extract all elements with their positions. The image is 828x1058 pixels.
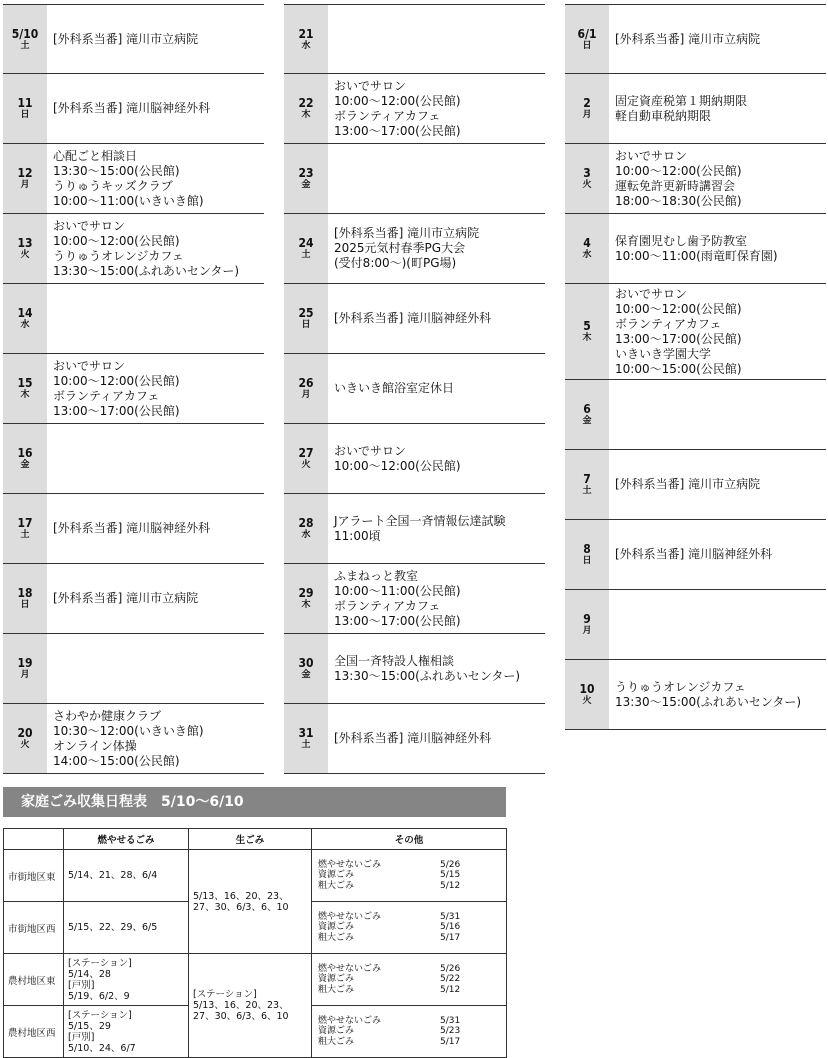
- day-of-week: 日: [301, 320, 311, 330]
- day-events: [609, 520, 826, 589]
- table-row: [4, 850, 507, 902]
- event-line: [外科系当番] 滝川脳神経外科: [334, 311, 492, 325]
- other-date: 5/22: [440, 974, 461, 985]
- day-of-week: 木: [582, 333, 592, 343]
- day-events: [47, 564, 264, 633]
- event-line: おいでサロン: [334, 443, 407, 458]
- day-events: [47, 284, 264, 353]
- other-line: [316, 964, 505, 975]
- day-events: [609, 74, 826, 143]
- calendar-day-row: [565, 660, 826, 730]
- calendar-day-row: [565, 144, 826, 214]
- day-of-week: 火: [20, 250, 30, 260]
- calendar-day-row: [565, 450, 826, 520]
- other-line: [316, 985, 505, 996]
- burnable-line: 5/19、6/2、9: [68, 990, 130, 1002]
- other-line: [316, 933, 505, 944]
- day-number: 15: [17, 376, 33, 390]
- calendar-day-row: [565, 74, 826, 144]
- day-of-week: 水: [582, 250, 592, 260]
- day-number: 29: [298, 586, 314, 600]
- event-line: おいでサロン: [53, 218, 126, 233]
- date-cell: [284, 564, 328, 633]
- burnable-dates: [64, 902, 189, 954]
- day-of-week: 日: [582, 556, 592, 566]
- day-events: [47, 144, 264, 213]
- date-cell: [3, 564, 47, 633]
- date-cell: [284, 704, 328, 773]
- event-line: うりゅうキッズクラブ: [53, 178, 173, 193]
- date-cell: [3, 214, 47, 283]
- other-type: 資源ごみ: [318, 870, 355, 881]
- event-line: [外科系当番] 滝川脳神経外科: [615, 547, 773, 561]
- event-line: [外科系当番] 滝川脳神経外科: [334, 731, 492, 745]
- calendar-day-row: [284, 564, 545, 634]
- calendar-column-2: [284, 4, 545, 774]
- other-type: 粗大ごみ: [318, 984, 355, 995]
- day-of-week: 月: [582, 626, 592, 636]
- day-events: [328, 144, 545, 213]
- burnable-line: 5/15、29: [68, 1020, 111, 1032]
- date-cell: [565, 144, 609, 213]
- date-cell: [565, 74, 609, 143]
- date-cell: [284, 634, 328, 703]
- date-cell: [284, 424, 328, 493]
- calendar-day-row: [3, 144, 264, 214]
- other-line: [316, 974, 505, 985]
- burnable-line: [ステーション]: [68, 957, 132, 969]
- day-number: 27: [298, 446, 314, 460]
- date-cell: [565, 660, 609, 729]
- day-of-week: 日: [20, 600, 30, 610]
- event-line: 2025元気村春季PG大会: [334, 241, 466, 255]
- date-cell: [284, 74, 328, 143]
- day-number: 20: [17, 726, 33, 740]
- event-line: 11:00頃: [334, 528, 381, 543]
- event-line: 10:00〜12:00(公民館): [615, 301, 742, 316]
- date-cell: [284, 144, 328, 213]
- day-number: 9: [583, 612, 591, 626]
- day-of-week: 金: [301, 180, 311, 190]
- raw-garbage-dates: [189, 850, 312, 954]
- burnable-line: 5/14、28: [68, 968, 111, 980]
- day-number: 14: [17, 306, 33, 320]
- burnable-line: 5/10、24、6/7: [68, 1042, 136, 1054]
- burnable-line: [ステーション]: [68, 1009, 132, 1021]
- day-number: 18: [17, 586, 33, 600]
- day-of-week: 土: [301, 250, 311, 260]
- day-number: 28: [298, 516, 314, 530]
- day-number: 26: [298, 376, 314, 390]
- day-events: [328, 5, 545, 73]
- date-cell: [565, 214, 609, 283]
- day-of-week: 木: [301, 110, 311, 120]
- day-number: 16: [17, 446, 33, 460]
- date-cell: [284, 494, 328, 563]
- day-events: [47, 704, 264, 773]
- day-number: 2: [583, 96, 591, 110]
- calendar-day-row: [3, 424, 264, 494]
- date-cell: [565, 284, 609, 379]
- area-name: 農村地区東: [4, 954, 64, 1006]
- event-line: 10:00〜12:00(公民館): [53, 373, 180, 388]
- event-line: 固定資産税第１期納期限: [615, 93, 748, 108]
- date-cell: [565, 590, 609, 659]
- event-line: ボランティアカフェ: [334, 108, 441, 123]
- calendar-day-row: [284, 704, 545, 774]
- event-line: 18:00〜18:30(公民館): [615, 193, 742, 208]
- date-cell: [3, 74, 47, 143]
- event-line: 10:00〜11:00(いきいき館): [53, 193, 204, 208]
- header-raw: 生ごみ: [189, 829, 312, 850]
- event-line: 10:00〜15:00(公民館): [615, 361, 742, 376]
- calendar-day-row: [3, 564, 264, 634]
- day-events: [609, 450, 826, 519]
- date-cell: [3, 354, 47, 423]
- day-number: 3: [583, 166, 591, 180]
- calendar-day-row: [284, 144, 545, 214]
- day-events: [47, 634, 264, 703]
- event-line: [外科系当番] 滝川市立病院: [334, 226, 480, 240]
- other-date: 5/12: [440, 984, 461, 995]
- day-number: 23: [298, 166, 314, 180]
- calendar-day-row: [284, 4, 545, 74]
- day-number: 13: [17, 236, 33, 250]
- day-events: [47, 74, 264, 143]
- event-line: Jアラート全国一斉情報伝達試験: [334, 513, 506, 528]
- date-cell: [565, 380, 609, 449]
- other-type: 資源ごみ: [318, 922, 355, 933]
- raw-line: 5/13、16、20、23、: [193, 890, 289, 902]
- day-of-week: 火: [20, 740, 30, 750]
- date-cell: [565, 450, 609, 519]
- other-date: 5/17: [440, 932, 461, 943]
- event-line: [外科系当番] 滝川市立病院: [615, 477, 761, 491]
- day-of-week: 月: [582, 110, 592, 120]
- event-line: いきいき館浴室定休日: [334, 381, 455, 395]
- other-date: 5/15: [440, 870, 461, 881]
- day-of-week: 金: [20, 460, 30, 470]
- event-line: 全国一斉特設人権相談: [334, 653, 455, 668]
- other-type: 粗大ごみ: [318, 1036, 355, 1047]
- day-events: [609, 590, 826, 659]
- day-of-week: 火: [301, 460, 311, 470]
- calendar-day-row: [565, 4, 826, 74]
- day-number: 4: [583, 236, 591, 250]
- date-cell: [284, 5, 328, 73]
- event-line: 13:00〜17:00(公民館): [53, 403, 180, 418]
- event-line: 10:00〜12:00(公民館): [615, 163, 742, 178]
- raw-garbage-dates: [189, 954, 312, 1058]
- day-of-week: 火: [582, 696, 592, 706]
- day-of-week: 水: [301, 40, 311, 51]
- other-line: [316, 1037, 505, 1048]
- day-of-week: 土: [582, 486, 592, 496]
- area-name: 農村地区西: [4, 1006, 64, 1058]
- day-events: [328, 494, 545, 563]
- day-number: 8: [583, 542, 591, 556]
- other-type: 粗大ごみ: [318, 880, 355, 891]
- raw-line: 27、30、6/3、6、10: [193, 1011, 289, 1022]
- day-number: 21: [298, 26, 314, 41]
- day-events: [609, 5, 826, 73]
- day-of-week: 金: [301, 670, 311, 680]
- burnable-dates: [64, 954, 189, 1006]
- other-garbage: [312, 954, 507, 1006]
- event-line: 10:00〜12:00(公民館): [53, 233, 180, 248]
- event-line: ボランティアカフェ: [615, 316, 722, 331]
- calendar-day-row: [565, 520, 826, 590]
- event-line: 13:30〜15:00(ふれあいセンター): [615, 694, 802, 709]
- raw-line: [ステーション]: [193, 989, 257, 1000]
- day-number: 24: [298, 236, 314, 250]
- event-line: オンライン体操: [53, 738, 137, 753]
- event-line: おいでサロン: [615, 148, 688, 163]
- calendar-day-row: [3, 494, 264, 564]
- event-line: 10:00〜11:00(公民館): [334, 583, 461, 598]
- event-line: 軽自動車税納期限: [615, 108, 712, 123]
- other-date: 5/12: [440, 880, 461, 891]
- other-line: [316, 1016, 505, 1027]
- day-of-week: 日: [582, 40, 592, 51]
- day-events: [47, 494, 264, 563]
- burnable-dates: [64, 1006, 189, 1058]
- event-line: [外科系当番] 滝川市立病院: [53, 31, 199, 46]
- header-other: その他: [312, 829, 507, 850]
- day-events: [609, 214, 826, 283]
- day-events: [328, 74, 545, 143]
- raw-line: 5/13、16、20、23、: [193, 1000, 289, 1011]
- garbage-schedule-title: 家庭ごみ収集日程表 5/10〜6/10: [3, 787, 506, 817]
- day-number: 31: [298, 726, 314, 740]
- event-line: 14:00〜15:00(公民館): [53, 753, 180, 768]
- other-garbage: [312, 1006, 507, 1058]
- other-line: [316, 860, 505, 871]
- calendar-column-1: [3, 4, 264, 774]
- other-garbage: [312, 850, 507, 902]
- day-events: [609, 144, 826, 213]
- event-line: 13:30〜15:00(ふれあいセンター): [334, 668, 521, 683]
- other-date: 5/17: [440, 1036, 461, 1047]
- day-events: [328, 214, 545, 283]
- day-of-week: 月: [301, 390, 311, 400]
- event-line: おいでサロン: [334, 78, 407, 93]
- calendar-day-row: [284, 354, 545, 424]
- calendar-day-row: [284, 284, 545, 354]
- burnable-dates: [64, 850, 189, 902]
- event-line: 13:00〜17:00(公民館): [334, 613, 461, 628]
- area-name: 市街地区西: [4, 902, 64, 954]
- day-number: 30: [298, 656, 314, 670]
- day-of-week: 水: [20, 320, 30, 330]
- event-line: 13:00〜17:00(公民館): [615, 331, 742, 346]
- day-events: [47, 354, 264, 423]
- event-line: 13:30〜15:00(公民館): [53, 163, 180, 178]
- event-line: おいでサロン: [53, 358, 126, 373]
- date-cell: [565, 520, 609, 589]
- area-name: 市街地区東: [4, 850, 64, 902]
- other-line: [316, 912, 505, 923]
- day-events: [328, 634, 545, 703]
- calendar-day-row: [3, 74, 264, 144]
- day-events: [47, 424, 264, 493]
- event-line: ボランティアカフェ: [334, 598, 441, 613]
- other-type: 粗大ごみ: [318, 932, 355, 943]
- day-of-week: 水: [301, 530, 311, 540]
- other-type: 資源ごみ: [318, 974, 355, 985]
- other-type: 燃やせないごみ: [318, 963, 382, 974]
- day-number: 19: [17, 656, 33, 670]
- day-of-week: 木: [20, 390, 30, 400]
- other-line: [316, 922, 505, 933]
- other-type: 燃やせないごみ: [318, 1015, 382, 1026]
- header-area: [4, 829, 64, 850]
- day-of-week: 土: [20, 40, 30, 51]
- event-line: (受付8:00〜)(町PG場): [334, 256, 457, 270]
- table-header-row: [4, 829, 507, 850]
- calendar-day-row: [3, 214, 264, 284]
- other-date: 5/31: [440, 911, 461, 922]
- event-line: [外科系当番] 滝川市立病院: [53, 591, 199, 605]
- calendar-day-row: [565, 380, 826, 450]
- day-number: 6/1: [577, 26, 597, 41]
- calendar-day-row: [284, 74, 545, 144]
- day-of-week: 土: [20, 530, 30, 540]
- date-cell: [3, 704, 47, 773]
- calendar-column-3: [565, 4, 826, 730]
- calendar-day-row: [284, 494, 545, 564]
- day-events: [328, 704, 545, 773]
- calendar-day-row: [565, 284, 826, 380]
- event-line: 10:30〜12:00(いきいき館): [53, 723, 204, 738]
- burnable-line: 5/15、22、29、6/5: [68, 922, 158, 933]
- day-number: 17: [17, 516, 33, 530]
- date-cell: [284, 284, 328, 353]
- date-cell: [3, 634, 47, 703]
- event-line: うりゅうオレンジカフェ: [615, 679, 746, 694]
- event-line: おいでサロン: [615, 286, 688, 301]
- other-garbage: [312, 902, 507, 954]
- day-number: 22: [298, 96, 314, 110]
- event-line: 心配ごと相談日: [53, 148, 138, 163]
- date-cell: [3, 494, 47, 563]
- burnable-line: [戸別]: [68, 1031, 95, 1043]
- event-line: ボランティアカフェ: [53, 388, 160, 403]
- event-line: 13:30〜15:00(ふれあいセンター): [53, 263, 240, 278]
- day-number: 7: [583, 472, 591, 486]
- burnable-line: 5/14、21、28、6/4: [68, 870, 158, 881]
- day-events: [609, 380, 826, 449]
- day-events: [328, 564, 545, 633]
- day-number: 5/10: [11, 26, 39, 41]
- table-row: [4, 954, 507, 1006]
- day-of-week: 火: [582, 180, 592, 190]
- event-line: いきいき学園大学: [615, 346, 712, 361]
- raw-line: 27、30、6/3、6、10: [193, 901, 289, 913]
- burnable-line: [戸別]: [68, 979, 95, 991]
- other-type: 資源ごみ: [318, 1026, 355, 1037]
- date-cell: [284, 214, 328, 283]
- date-cell: [3, 144, 47, 213]
- day-events: [609, 284, 826, 379]
- date-cell: [3, 5, 47, 73]
- calendar-day-row: [284, 634, 545, 704]
- event-line: ふまねっと教室: [334, 568, 419, 583]
- day-of-week: 木: [301, 600, 311, 610]
- other-date: 5/16: [440, 922, 461, 933]
- other-date: 5/23: [440, 1026, 461, 1037]
- header-burnable: 燃やせるごみ: [64, 829, 189, 850]
- day-events: [328, 284, 545, 353]
- day-number: 6: [583, 402, 591, 416]
- day-number: 25: [298, 306, 314, 320]
- day-events: [328, 354, 545, 423]
- day-events: [47, 214, 264, 283]
- event-line: [外科系当番] 滝川脳神経外科: [53, 101, 211, 115]
- date-cell: [565, 5, 609, 73]
- day-of-week: 金: [582, 416, 592, 426]
- calendar-day-row: [565, 590, 826, 660]
- event-line: 10:00〜11:00(雨竜町保育園): [615, 248, 778, 263]
- event-line: 保育園児むし歯予防教室: [615, 233, 748, 248]
- calendar-day-row: [3, 354, 264, 424]
- event-line: [外科系当番] 滝川市立病院: [615, 31, 761, 46]
- event-line: 13:00〜17:00(公民館): [334, 123, 461, 138]
- event-line: うりゅうオレンジカフェ: [53, 248, 184, 263]
- day-events: [47, 5, 264, 73]
- day-of-week: 月: [20, 180, 30, 190]
- calendar-day-row: [284, 214, 545, 284]
- other-line: [316, 881, 505, 892]
- other-type: 燃やせないごみ: [318, 911, 382, 922]
- calendar-day-row: [3, 284, 264, 354]
- calendar-day-row: [3, 4, 264, 74]
- day-of-week: 土: [301, 740, 311, 750]
- other-line: [316, 870, 505, 881]
- day-of-week: 日: [20, 110, 30, 120]
- day-number: 5: [583, 319, 591, 333]
- calendar-day-row: [565, 214, 826, 284]
- day-of-week: 月: [20, 670, 30, 680]
- date-cell: [284, 354, 328, 423]
- calendar-day-row: [284, 424, 545, 494]
- date-cell: [3, 424, 47, 493]
- date-cell: [3, 284, 47, 353]
- other-date: 5/31: [440, 1015, 461, 1026]
- event-line: 運転免許更新時講習会: [615, 178, 736, 193]
- day-number: 12: [17, 166, 33, 180]
- event-line: 10:00〜12:00(公民館): [334, 458, 461, 473]
- other-date: 5/26: [440, 859, 461, 870]
- other-line: [316, 1026, 505, 1037]
- day-events: [328, 424, 545, 493]
- day-events: [609, 660, 826, 729]
- event-line: 10:00〜12:00(公民館): [334, 93, 461, 108]
- calendar-day-row: [3, 634, 264, 704]
- day-number: 11: [17, 96, 33, 110]
- calendar-day-row: [3, 704, 264, 774]
- garbage-schedule-table: [3, 828, 507, 1058]
- event-line: さわやか健康クラブ: [53, 708, 162, 723]
- day-number: 10: [579, 682, 595, 696]
- event-line: [外科系当番] 滝川脳神経外科: [53, 521, 211, 535]
- other-date: 5/26: [440, 963, 461, 974]
- other-type: 燃やせないごみ: [318, 859, 382, 870]
